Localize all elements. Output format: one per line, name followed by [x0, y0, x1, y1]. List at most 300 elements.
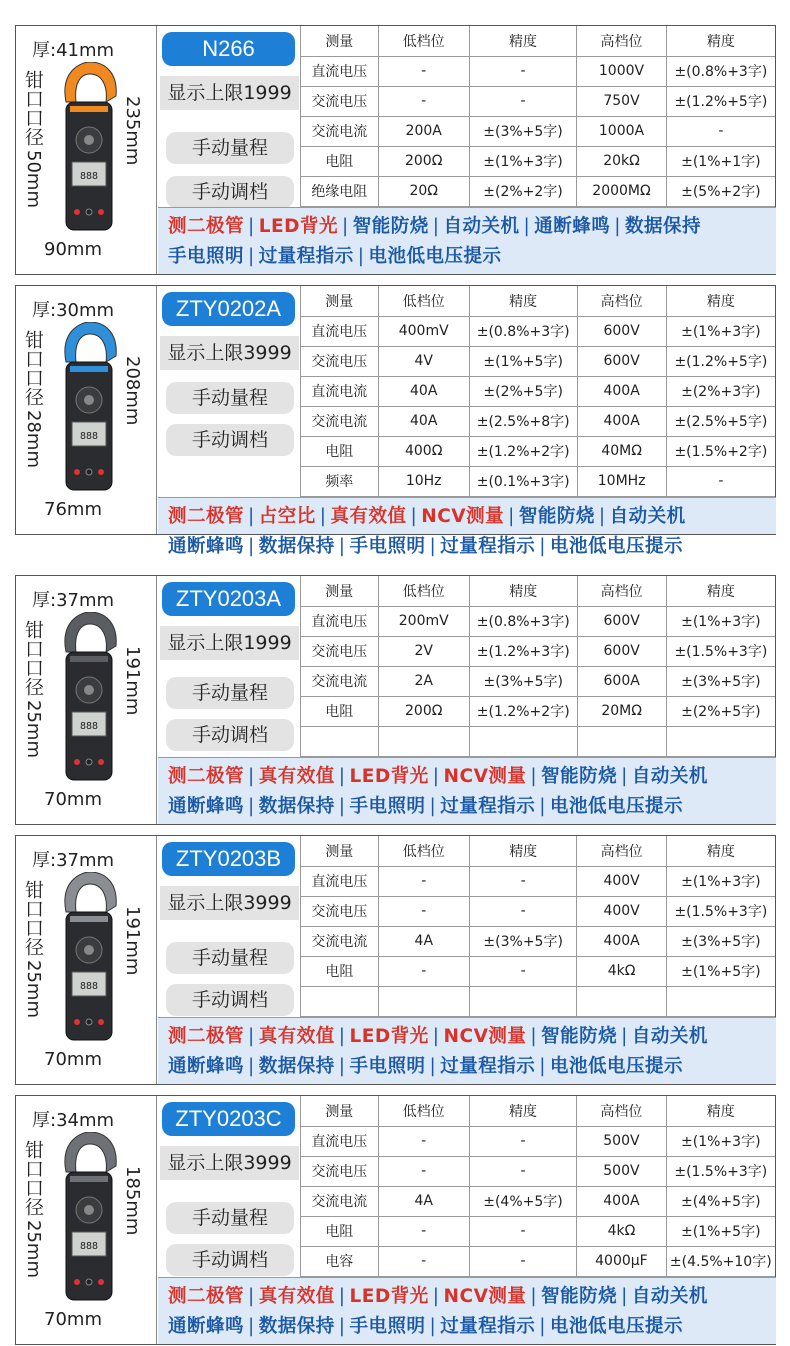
spec-cell: 200mV: [378, 606, 469, 636]
width-label: 70mm: [44, 1309, 102, 1330]
clamp-meter-image: [60, 62, 118, 234]
spec-cell: ±(2%+3字): [666, 376, 775, 406]
spec-cell: 400A: [577, 926, 666, 956]
feature-item: 自动关机: [631, 1026, 708, 1047]
feature-line: [168, 1052, 776, 1082]
model-badge: ZTY0202A: [162, 292, 295, 326]
spec-header-cell: 低档位: [378, 576, 469, 606]
spec-cell: 直流电流: [301, 376, 379, 406]
jaw-size-value: 28mm: [23, 410, 44, 468]
spec-cell: ±(0.1%+3字): [469, 466, 577, 496]
product-summary: [158, 1096, 301, 1276]
svg-text:888: 888: [79, 431, 99, 442]
spec-cell: 200Ω: [378, 696, 469, 726]
feature-item: 电池低电压提示: [550, 796, 684, 817]
spec-cell: 200A: [378, 116, 469, 146]
spec-cell: -: [469, 1216, 577, 1246]
spec-cell: 10MHz: [577, 466, 666, 496]
feature-item: 测二极管: [168, 506, 245, 527]
jaw-size-value: 25mm: [23, 960, 44, 1018]
model-badge: ZTY0203A: [162, 582, 295, 616]
feature-separator: |: [338, 1056, 346, 1077]
model-badge: N266: [162, 32, 295, 66]
feature-separator: |: [598, 506, 606, 527]
spec-cell: [577, 726, 666, 756]
feature-item: LED背光: [349, 766, 429, 787]
spec-cell: -: [469, 956, 577, 986]
display-limit: 显示上限3999: [160, 886, 299, 920]
feature-separator: |: [621, 1286, 628, 1307]
feature-separator: |: [338, 766, 346, 787]
spec-cell: 1000V: [577, 56, 666, 86]
spec-cell: 频率: [301, 466, 379, 496]
spec-header-cell: 测量: [301, 286, 379, 316]
adjust-mode-pill: 手动调档: [166, 176, 294, 208]
spec-header-cell: 低档位: [378, 26, 469, 56]
spec-cell: ±(1%+5字): [666, 1216, 775, 1246]
spec-cell: -: [469, 1126, 577, 1156]
product-panel: [15, 285, 776, 557]
feature-line: [168, 1282, 776, 1312]
spec-cell: -: [666, 466, 775, 496]
clamp-meter-image: [60, 612, 118, 784]
spec-cell: ±(4%+5字): [666, 1186, 775, 1216]
width-label: 70mm: [44, 1049, 102, 1070]
feature-list: [158, 1277, 776, 1344]
spec-cell: -: [378, 86, 469, 116]
feature-item: 过量程指示: [440, 796, 536, 817]
spec-cell: ±(1%+3字): [666, 316, 775, 346]
spec-cell: ±(1.5%+3字): [666, 636, 775, 666]
height-label: 191mm: [122, 906, 143, 976]
spec-header-cell: 高档位: [577, 286, 666, 316]
thickness-label: 厚:37mm: [32, 590, 115, 611]
feature-separator: |: [410, 506, 418, 527]
spec-cell: 40MΩ: [577, 436, 666, 466]
product-summary: [158, 576, 301, 756]
spec-cell: ±(2.5%+8字): [469, 406, 577, 436]
spec-row: [301, 176, 776, 206]
spec-cell: ±(3%+5字): [666, 666, 775, 696]
feature-item: 通断蜂鸣: [168, 796, 245, 817]
spec-header-cell: 精度: [666, 286, 775, 316]
spec-cell: 1000A: [577, 116, 666, 146]
feature-item: 真有效值: [258, 1026, 335, 1047]
feature-separator: |: [432, 1286, 440, 1307]
spec-cell: 400mV: [378, 316, 469, 346]
spec-cell: 交流电压: [301, 896, 379, 926]
feature-item: 电池低电压提示: [550, 536, 684, 557]
product-dimensions: [16, 836, 157, 1084]
spec-cell: 交流电压: [301, 346, 379, 376]
spec-cell: -: [469, 1246, 577, 1276]
feature-separator: |: [319, 506, 327, 527]
model-badge: ZTY0203C: [162, 1102, 295, 1136]
spec-header-cell: 精度: [666, 576, 775, 606]
feature-item: 通断蜂鸣: [534, 216, 611, 237]
spec-header-cell: 高档位: [577, 26, 666, 56]
spec-cell: ±(3%+5字): [469, 666, 577, 696]
feature-separator: |: [539, 1316, 546, 1337]
spec-cell: -: [666, 116, 775, 146]
feature-separator: |: [248, 1026, 255, 1047]
feature-line: [168, 792, 776, 822]
jaw-size-label: [22, 1140, 44, 1278]
feature-list: [158, 757, 776, 824]
spec-cell: ±(2%+5字): [469, 376, 577, 406]
spec-row: [301, 666, 776, 696]
spec-cell: 10Hz: [378, 466, 469, 496]
feature-separator: |: [429, 1056, 437, 1077]
jaw-size-label: [22, 880, 44, 1018]
feature-item: 过量程指示: [440, 1056, 536, 1077]
range-mode-pill: 手动量程: [166, 382, 294, 414]
feature-separator: |: [539, 796, 546, 817]
spec-header-row: [301, 26, 776, 56]
spec-cell: 2000MΩ: [577, 176, 666, 206]
clamp-meter-image: [60, 872, 118, 1044]
spec-header-cell: 测量: [301, 26, 379, 56]
feature-separator: |: [248, 536, 255, 557]
feature-separator: |: [621, 1026, 628, 1047]
feature-item: 测二极管: [168, 1286, 245, 1307]
feature-separator: |: [523, 216, 531, 237]
spec-row: [301, 56, 776, 86]
spec-header-cell: 精度: [666, 26, 775, 56]
feature-item: 智能防烧: [541, 766, 618, 787]
spec-cell: 交流电流: [301, 666, 379, 696]
feature-item: 数据保持: [258, 536, 335, 557]
adjust-mode-pill: 手动调档: [166, 984, 294, 1016]
spec-cell: 绝缘电阻: [301, 176, 379, 206]
feature-item: 真有效值: [330, 506, 407, 527]
spec-cell: [301, 726, 379, 756]
spec-row: [301, 606, 776, 636]
adjust-mode-pill: 手动调档: [166, 719, 294, 751]
spec-row: [301, 466, 776, 496]
jaw-label: 钳口口径: [22, 70, 44, 146]
spec-row: [301, 696, 776, 726]
product-dimensions: [16, 286, 157, 534]
feature-separator: |: [539, 536, 546, 557]
feature-item: LED背光: [258, 216, 339, 237]
feature-item: NCV测量: [443, 1026, 527, 1047]
spec-cell: ±(2.5%+5字): [666, 406, 775, 436]
spec-cell: ±(0.8%+3字): [666, 56, 775, 86]
feature-item: 自动关机: [631, 766, 708, 787]
product-dimensions: [16, 576, 157, 824]
feature-separator: |: [429, 796, 437, 817]
spec-row: [301, 1126, 776, 1156]
feature-separator: |: [508, 506, 515, 527]
feature-item: LED背光: [349, 1286, 429, 1307]
spec-cell: ±(1.2%+2字): [469, 696, 577, 726]
spec-cell: 400A: [577, 406, 666, 436]
feature-separator: |: [248, 796, 255, 817]
spec-cell: ±(1.2%+2字): [469, 436, 577, 466]
product-dimensions: [16, 26, 157, 274]
feature-list: [158, 497, 776, 557]
spec-cell: 交流电流: [301, 1186, 379, 1216]
spec-cell: ±(1%+3字): [666, 606, 775, 636]
feature-line: [168, 212, 776, 242]
spec-row: [301, 956, 776, 986]
feature-separator: |: [248, 246, 255, 267]
spec-header-row: [301, 286, 776, 316]
feature-separator: |: [530, 766, 538, 787]
model-badge: ZTY0203B: [162, 842, 295, 876]
spec-row: [301, 896, 776, 926]
feature-separator: |: [338, 1286, 346, 1307]
spec-cell: 2A: [378, 666, 469, 696]
spec-header-cell: 测量: [301, 1096, 379, 1126]
jaw-size-value: 25mm: [23, 700, 44, 758]
spec-cell: [469, 986, 577, 1016]
product-summary: [158, 26, 301, 206]
spec-cell: 直流电压: [301, 1126, 379, 1156]
spec-cell: -: [378, 956, 469, 986]
spec-cell: 200Ω: [378, 146, 469, 176]
width-label: 76mm: [44, 499, 102, 520]
spec-cell: 直流电压: [301, 866, 379, 896]
range-mode-pill: 手动量程: [166, 942, 294, 974]
feature-item: 通断蜂鸣: [168, 1056, 245, 1077]
feature-item: 过量程指示: [258, 246, 354, 267]
height-label: 185mm: [122, 1166, 143, 1236]
spec-row: [301, 1156, 776, 1186]
spec-row: [301, 726, 776, 756]
spec-cell: -: [469, 896, 577, 926]
spec-cell: 电阻: [301, 436, 379, 466]
spec-row: [301, 406, 776, 436]
feature-separator: |: [432, 1026, 440, 1047]
feature-item: 电池低电压提示: [550, 1056, 684, 1077]
feature-item: 测二极管: [168, 216, 245, 237]
thickness-label: 厚:34mm: [32, 1110, 115, 1131]
spec-cell: 直流电压: [301, 316, 379, 346]
spec-cell: 交流电压: [301, 86, 379, 116]
feature-item: 占空比: [258, 506, 316, 527]
feature-separator: |: [432, 216, 440, 237]
spec-cell: 直流电压: [301, 606, 379, 636]
height-label: 191mm: [122, 646, 143, 716]
spec-row: [301, 986, 776, 1016]
spec-cell: 400V: [577, 896, 666, 926]
spec-cell: 750V: [577, 86, 666, 116]
feature-item: 智能防烧: [541, 1286, 618, 1307]
spec-cell: 20kΩ: [577, 146, 666, 176]
spec-row: [301, 636, 776, 666]
spec-table: [300, 26, 775, 207]
spec-cell: 交流电流: [301, 406, 379, 436]
feature-separator: |: [429, 1316, 437, 1337]
feature-line: [168, 242, 776, 272]
feature-separator: |: [342, 216, 349, 237]
spec-cell: ±(2%+5字): [666, 696, 775, 726]
spec-cell: ±(3%+5字): [469, 926, 577, 956]
spec-cell: ±(1.5%+3字): [666, 1156, 775, 1186]
spec-cell: 20Ω: [378, 176, 469, 206]
spec-cell: 2V: [378, 636, 469, 666]
spec-cell: [666, 986, 775, 1016]
spec-header-cell: 精度: [469, 26, 577, 56]
spec-cell: ±(5%+2字): [666, 176, 775, 206]
spec-cell: 电阻: [301, 146, 379, 176]
spec-cell: 400A: [577, 1186, 666, 1216]
feature-item: 过量程指示: [440, 536, 536, 557]
spec-cell: -: [378, 866, 469, 896]
spec-cell: ±(1%+3字): [666, 1126, 775, 1156]
feature-item: 自动关机: [631, 1286, 708, 1307]
jaw-size-label: [22, 330, 44, 468]
spec-header-cell: 低档位: [378, 286, 469, 316]
feature-separator: |: [530, 1026, 538, 1047]
feature-list: [158, 207, 776, 274]
display-limit: 显示上限1999: [160, 76, 299, 110]
jaw-label: 钳口口径: [22, 880, 44, 956]
spec-cell: 4A: [378, 926, 469, 956]
feature-separator: |: [248, 216, 255, 237]
width-label: 90mm: [44, 239, 102, 260]
feature-item: 手电照明: [168, 246, 245, 267]
spec-cell: 电阻: [301, 1216, 379, 1246]
spec-header-cell: 精度: [469, 286, 577, 316]
height-label: 208mm: [122, 356, 143, 426]
feature-separator: |: [429, 536, 437, 557]
clamp-meter-image: [60, 1132, 118, 1304]
feature-separator: |: [357, 246, 365, 267]
spec-header-cell: 低档位: [378, 836, 469, 866]
spec-table: [300, 576, 775, 757]
spec-cell: 4A: [378, 1186, 469, 1216]
spec-cell: ±(1.5%+3字): [666, 896, 775, 926]
spec-cell: [666, 726, 775, 756]
product-panel: [15, 835, 776, 1085]
spec-row: [301, 1246, 776, 1276]
spec-cell: ±(1%+5字): [666, 956, 775, 986]
spec-row: [301, 376, 776, 406]
feature-item: 手电照明: [349, 1056, 426, 1077]
thickness-label: 厚:37mm: [32, 850, 115, 871]
feature-separator: |: [432, 766, 440, 787]
feature-item: 测二极管: [168, 1026, 245, 1047]
spec-cell: 4V: [378, 346, 469, 376]
jaw-label: 钳口口径: [22, 330, 44, 406]
spec-cell: [301, 986, 379, 1016]
feature-separator: |: [621, 766, 628, 787]
spec-cell: 交流电流: [301, 926, 379, 956]
spec-cell: ±(0.8%+3字): [469, 606, 577, 636]
spec-header-cell: 精度: [469, 1096, 577, 1126]
display-limit: 显示上限3999: [160, 1146, 299, 1180]
spec-cell: ±(3%+5字): [666, 926, 775, 956]
svg-text:888: 888: [79, 171, 99, 182]
feature-item: 手电照明: [349, 536, 426, 557]
product-panel: [15, 575, 776, 825]
spec-cell: 20MΩ: [577, 696, 666, 726]
spec-row: [301, 86, 776, 116]
spec-row: [301, 1216, 776, 1246]
spec-cell: ±(0.8%+3字): [469, 316, 577, 346]
feature-separator: |: [338, 536, 346, 557]
feature-item: NCV测量: [443, 766, 527, 787]
spec-row: [301, 866, 776, 896]
spec-cell: 交流电流: [301, 116, 379, 146]
feature-separator: |: [614, 216, 622, 237]
feature-separator: |: [539, 1056, 546, 1077]
feature-item: LED背光: [349, 1026, 429, 1047]
spec-cell: -: [469, 1156, 577, 1186]
display-limit: 显示上限1999: [160, 626, 299, 660]
spec-table: [300, 836, 775, 1017]
feature-separator: |: [338, 1316, 346, 1337]
height-label: 235mm: [122, 96, 143, 166]
spec-cell: ±(3%+5字): [469, 116, 577, 146]
spec-cell: 4000μF: [577, 1246, 666, 1276]
spec-cell: 500V: [577, 1156, 666, 1186]
spec-cell: 4kΩ: [577, 956, 666, 986]
spec-cell: -: [378, 1156, 469, 1186]
spec-cell: 40A: [378, 406, 469, 436]
spec-cell: -: [378, 1246, 469, 1276]
spec-cell: 交流电压: [301, 636, 379, 666]
feature-item: 电池低电压提示: [550, 1316, 684, 1337]
feature-item: 手电照明: [349, 1316, 426, 1337]
spec-cell: ±(1.2%+5字): [666, 346, 775, 376]
range-mode-pill: 手动量程: [166, 1202, 294, 1234]
jaw-label: 钳口口径: [22, 1140, 44, 1216]
jaw-size-label: [22, 620, 44, 758]
jaw-size-value: 50mm: [23, 150, 44, 208]
feature-item: 智能防烧: [518, 506, 595, 527]
feature-item: 过量程指示: [440, 1316, 536, 1337]
spec-cell: ±(1.2%+3字): [469, 636, 577, 666]
range-mode-pill: 手动量程: [166, 132, 294, 164]
spec-cell: ±(1.2%+5字): [666, 86, 775, 116]
spec-cell: 交流电压: [301, 1156, 379, 1186]
spec-header-cell: 测量: [301, 836, 379, 866]
spec-table: [300, 1096, 775, 1277]
feature-item: 数据保持: [625, 216, 702, 237]
spec-row: [301, 1186, 776, 1216]
spec-row: [301, 146, 776, 176]
spec-header-row: [301, 836, 776, 866]
feature-item: 通断蜂鸣: [168, 1316, 245, 1337]
spec-table: [300, 286, 775, 497]
feature-separator: |: [338, 796, 346, 817]
spec-header-row: [301, 576, 776, 606]
spec-cell: -: [469, 56, 577, 86]
spec-cell: 400V: [577, 866, 666, 896]
clamp-meter-image: [60, 322, 118, 494]
spec-cell: 直流电压: [301, 56, 379, 86]
feature-separator: |: [248, 1316, 255, 1337]
spec-header-cell: 精度: [469, 836, 577, 866]
feature-separator: |: [248, 1056, 255, 1077]
spec-row: [301, 926, 776, 956]
feature-item: 自动关机: [609, 506, 686, 527]
product-dimensions: [16, 1096, 157, 1344]
spec-cell: -: [378, 56, 469, 86]
spec-row: [301, 316, 776, 346]
svg-text:888: 888: [79, 1241, 99, 1252]
spec-cell: -: [378, 896, 469, 926]
spec-row: [301, 436, 776, 466]
jaw-size-label: [22, 70, 44, 208]
spec-cell: ±(1.5%+2字): [666, 436, 775, 466]
spec-cell: ±(4%+5字): [469, 1186, 577, 1216]
jaw-size-value: 25mm: [23, 1220, 44, 1278]
